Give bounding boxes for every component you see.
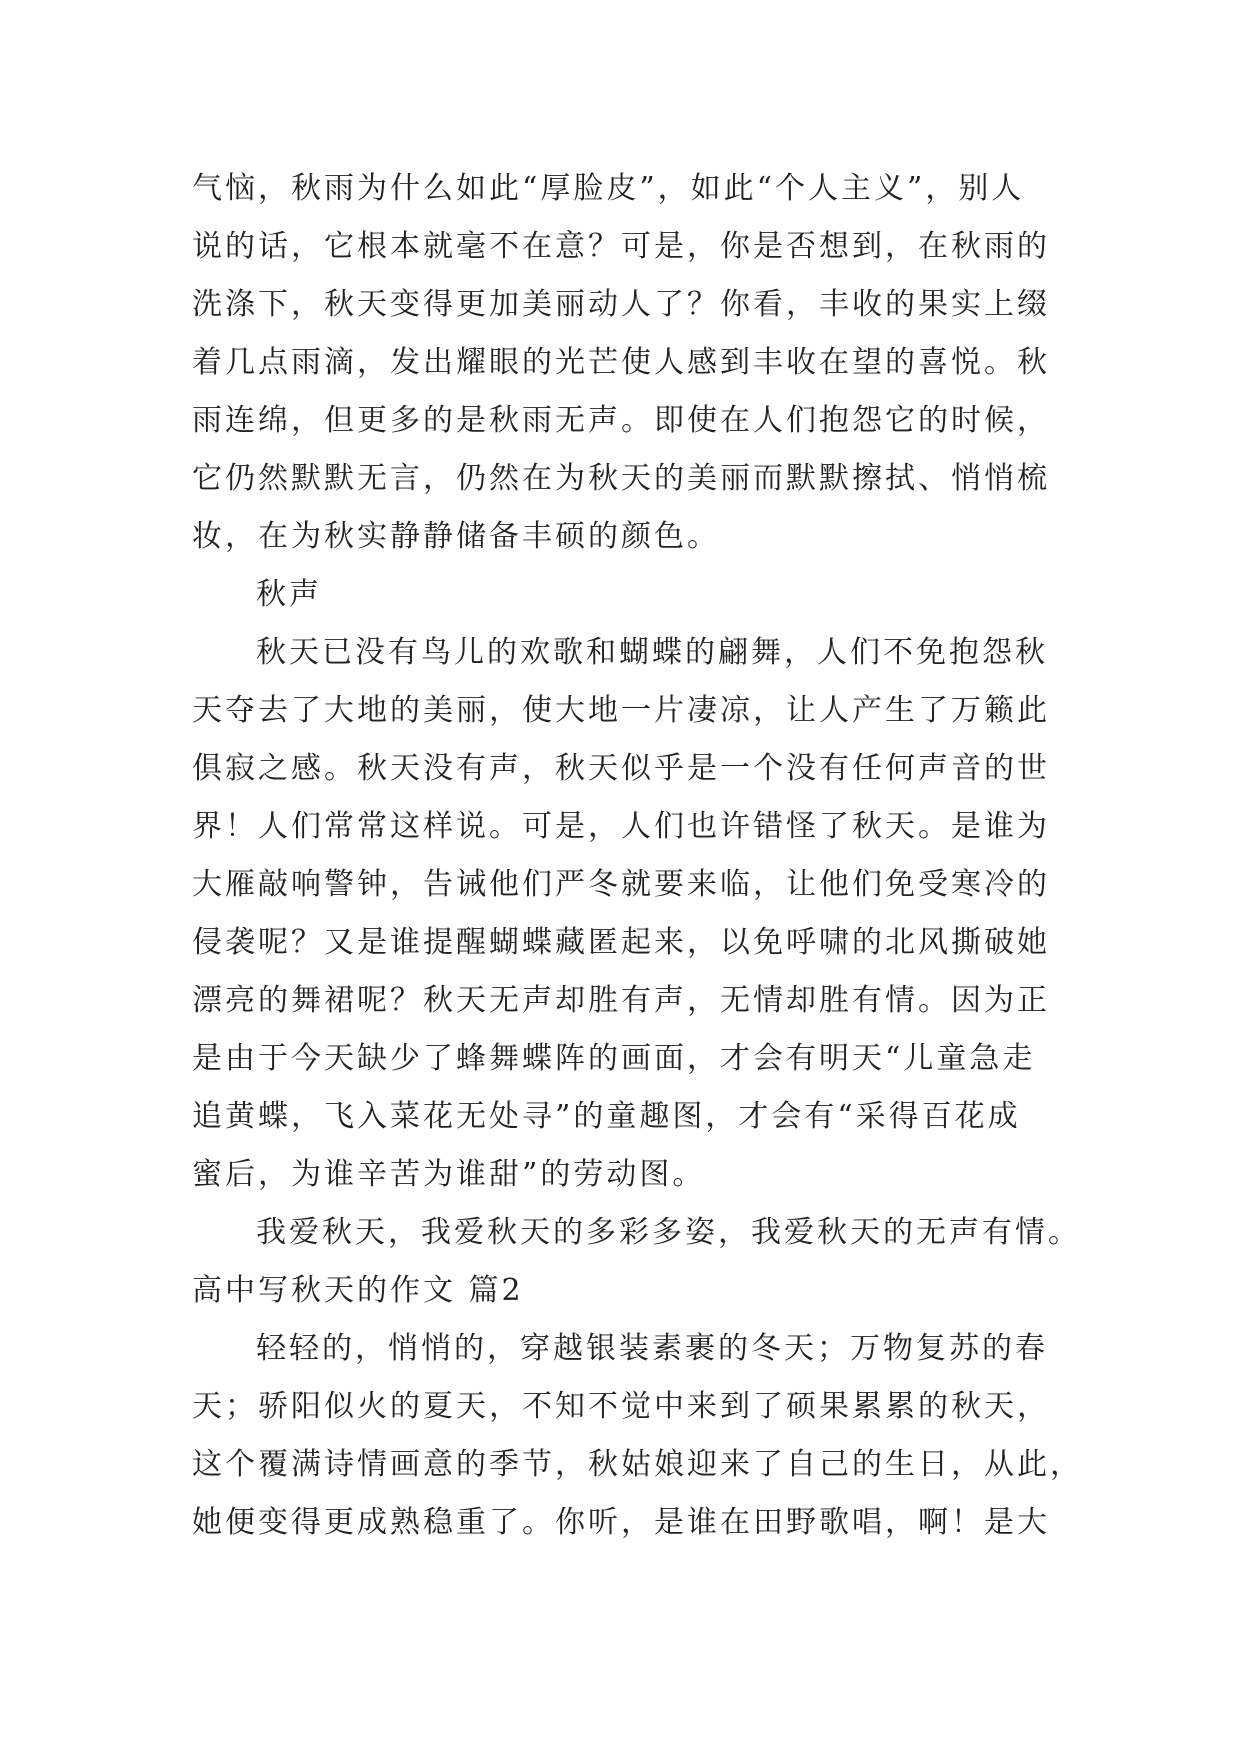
text-line: 漂亮的舞裙呢？秋天无声却胜有声，无情却胜有情。因为正 xyxy=(192,983,1050,1018)
text-line: 追黄蝶，飞入菜花无处寻”的童趣图，才会有“采得百花成 xyxy=(192,1099,1021,1134)
paragraph-autumn-rain xyxy=(192,160,1052,566)
text-line: 它仍然默默无言，仍然在为秋天的美丽而默默擦拭、悄悄梳 xyxy=(192,461,1050,496)
text-line: 秋天已没有鸟儿的欢歌和蝴蝶的翩舞，人们不免抱怨秋 xyxy=(256,635,1048,670)
text-line: 蜜后，为谁辛苦为谁甜”的劳动图。 xyxy=(192,1157,706,1192)
text-line: 着几点雨滴，发出耀眼的光芒使人感到丰收在望的喜悦。秋 xyxy=(192,345,1050,380)
text-line: 是由于今天缺少了蜂舞蝶阵的画面，才会有明天“儿童急走 xyxy=(192,1041,1036,1076)
paragraph-essay-2-opening xyxy=(192,1320,1083,1552)
text-line: 侵袭呢？又是谁提醒蝴蝶藏匿起来，以免呼啸的北风撕破她 xyxy=(192,925,1050,960)
text-line: 天夺去了大地的美丽，使大地一片凄凉，让人产生了万籁此 xyxy=(192,693,1050,728)
text-line: 我爱秋天，我爱秋天的多彩多姿，我爱秋天的无声有情。 xyxy=(256,1215,1081,1250)
text-line: 俱寂之感。秋天没有声，秋天似乎是一个没有任何声音的世 xyxy=(192,751,1050,786)
text-line: 说的话，它根本就毫不在意？可是，你是否想到，在秋雨的 xyxy=(192,229,1050,264)
text-line: 轻轻的，悄悄的，穿越银装素裹的冬天；万物复苏的春 xyxy=(256,1331,1048,1366)
document-body xyxy=(192,160,1083,1552)
paragraph-conclusion xyxy=(192,1204,1081,1262)
text-line: 洗涤下，秋天变得更加美丽动人了？你看，丰收的果实上缀 xyxy=(192,287,1050,322)
text-line: 天；骄阳似火的夏天，不知不觉中来到了硕果累累的秋天， xyxy=(192,1389,1050,1424)
text-line: 这个覆满诗情画意的季节，秋姑娘迎来了自己的生日，从此， xyxy=(192,1447,1083,1482)
text-line: 雨连绵，但更多的是秋雨无声。即使在人们抱怨它的时候， xyxy=(192,403,1050,438)
text-line: 秋声 xyxy=(256,577,322,612)
text-line: 气恼，秋雨为什么如此“厚脸皮”，如此“个人主义”，别人 xyxy=(192,171,1025,206)
text-line: 界！人们常常这样说。可是，人们也许错怪了秋天。是谁为 xyxy=(192,809,1050,844)
text-line: 妆，在为秋实静静储备丰硕的颜色。 xyxy=(192,519,720,554)
essay-title-part-2 xyxy=(192,1262,1052,1320)
section-heading-autumn-sound xyxy=(192,566,1052,624)
text-line: 大雁敲响警钟，告诫他们严冬就要来临，让他们免受寒冷的 xyxy=(192,867,1050,902)
paragraph-autumn-sound xyxy=(192,624,1052,1204)
text-line: 高中写秋天的作文 篇2 xyxy=(192,1273,524,1308)
text-line: 她便变得更成熟稳重了。你听，是谁在田野歌唱，啊！是大 xyxy=(192,1505,1050,1540)
